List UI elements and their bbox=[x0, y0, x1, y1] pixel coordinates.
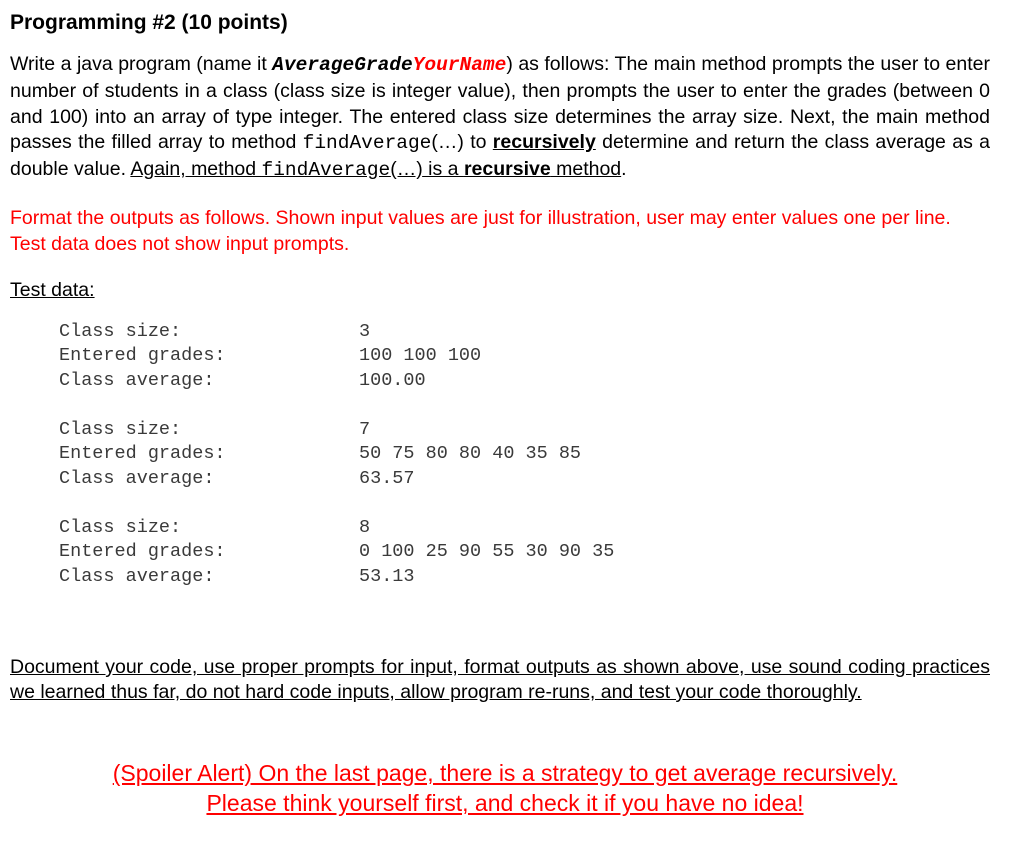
class-size-value: 8 bbox=[359, 516, 371, 538]
grades-label: Entered grades: bbox=[59, 345, 226, 367]
average-row bbox=[10, 369, 910, 394]
test-case-2 bbox=[10, 418, 990, 492]
recursive-emphasis: recursive bbox=[463, 158, 551, 181]
grades-label: Entered grades: bbox=[59, 443, 226, 465]
spoiler-line-2: Please think yourself first, and check it if you have no idea! bbox=[206, 790, 804, 816]
intro-text-3: to bbox=[463, 131, 493, 154]
format-note: Format the outputs as follows. Shown input values are just for illustration, user may enter values one per line. Test data does not show input prompts. bbox=[10, 206, 951, 255]
grades-row bbox=[10, 344, 910, 369]
recursively-emphasis: recursively bbox=[492, 131, 596, 154]
test-case-3 bbox=[10, 516, 990, 590]
method-paren-1: (…) bbox=[431, 131, 464, 154]
class-size-value: 7 bbox=[359, 418, 371, 440]
method-name-2: findAverage bbox=[261, 159, 391, 182]
average-label: Class average: bbox=[59, 467, 215, 489]
grades-label: Entered grades: bbox=[59, 541, 226, 563]
grades-value: 0 100 25 90 55 30 90 35 bbox=[359, 541, 615, 563]
again-text: Again, method bbox=[130, 158, 262, 181]
grades-value: 50 75 80 80 40 35 85 bbox=[359, 443, 582, 465]
class-size-row bbox=[10, 320, 910, 345]
grades-row bbox=[10, 442, 910, 467]
class-size-label: Class size: bbox=[59, 418, 182, 440]
spoiler-line-1: (Spoiler Alert) On the last page, there is a strategy to get average recursively. bbox=[112, 760, 898, 786]
class-size-row bbox=[10, 516, 910, 541]
average-label: Class average: bbox=[59, 565, 215, 587]
test-data-block bbox=[10, 320, 990, 590]
period: . bbox=[621, 158, 627, 181]
grades-row bbox=[10, 540, 910, 565]
method-word: method bbox=[550, 158, 622, 181]
average-value: 100.00 bbox=[359, 369, 426, 391]
page-title: Programming #2 (10 points) bbox=[10, 11, 288, 34]
test-data-label: Test data: bbox=[10, 278, 95, 301]
assignment-page bbox=[10, 10, 990, 614]
grades-value: 100 100 100 bbox=[359, 345, 482, 367]
class-size-row bbox=[10, 418, 910, 443]
class-size-value: 3 bbox=[359, 320, 371, 342]
intro-text-2: ) as follows: The main method prompts the user to enter number of students in a class (class size is integer value), then prompts the user to enter the grades (between 0 and 100) into an array of type integer. The entered class size determines the array size. Next, the main method passes the filled array to method bbox=[10, 53, 990, 154]
is-a-text: is a bbox=[422, 158, 464, 181]
program-name-part2: YourName bbox=[412, 54, 507, 76]
instructions-paragraph bbox=[10, 52, 990, 184]
average-label: Class average: bbox=[59, 369, 215, 391]
class-size-label: Class size: bbox=[59, 516, 182, 538]
average-row bbox=[10, 467, 910, 492]
requirements-paragraph: Document your code, use proper prompts for input, format outputs as shown above, use sound coding practices we learned thus far, do not hard code inputs, allow program re-runs, and test your code thoroughly. bbox=[10, 656, 990, 703]
average-row bbox=[10, 565, 910, 590]
intro-text-4: determine and return the class average as a double value. bbox=[10, 131, 990, 181]
spoiler-alert bbox=[0, 758, 1010, 818]
method-name-1: findAverage bbox=[302, 132, 432, 155]
average-value: 53.13 bbox=[359, 565, 415, 587]
class-size-label: Class size: bbox=[59, 320, 182, 342]
average-value: 63.57 bbox=[359, 467, 415, 489]
test-case-1 bbox=[10, 320, 990, 394]
method-paren-2: (…) bbox=[390, 158, 423, 181]
intro-text-1: Write a java program (name it bbox=[10, 53, 273, 75]
program-name-part1: AverageGrade bbox=[272, 54, 413, 76]
